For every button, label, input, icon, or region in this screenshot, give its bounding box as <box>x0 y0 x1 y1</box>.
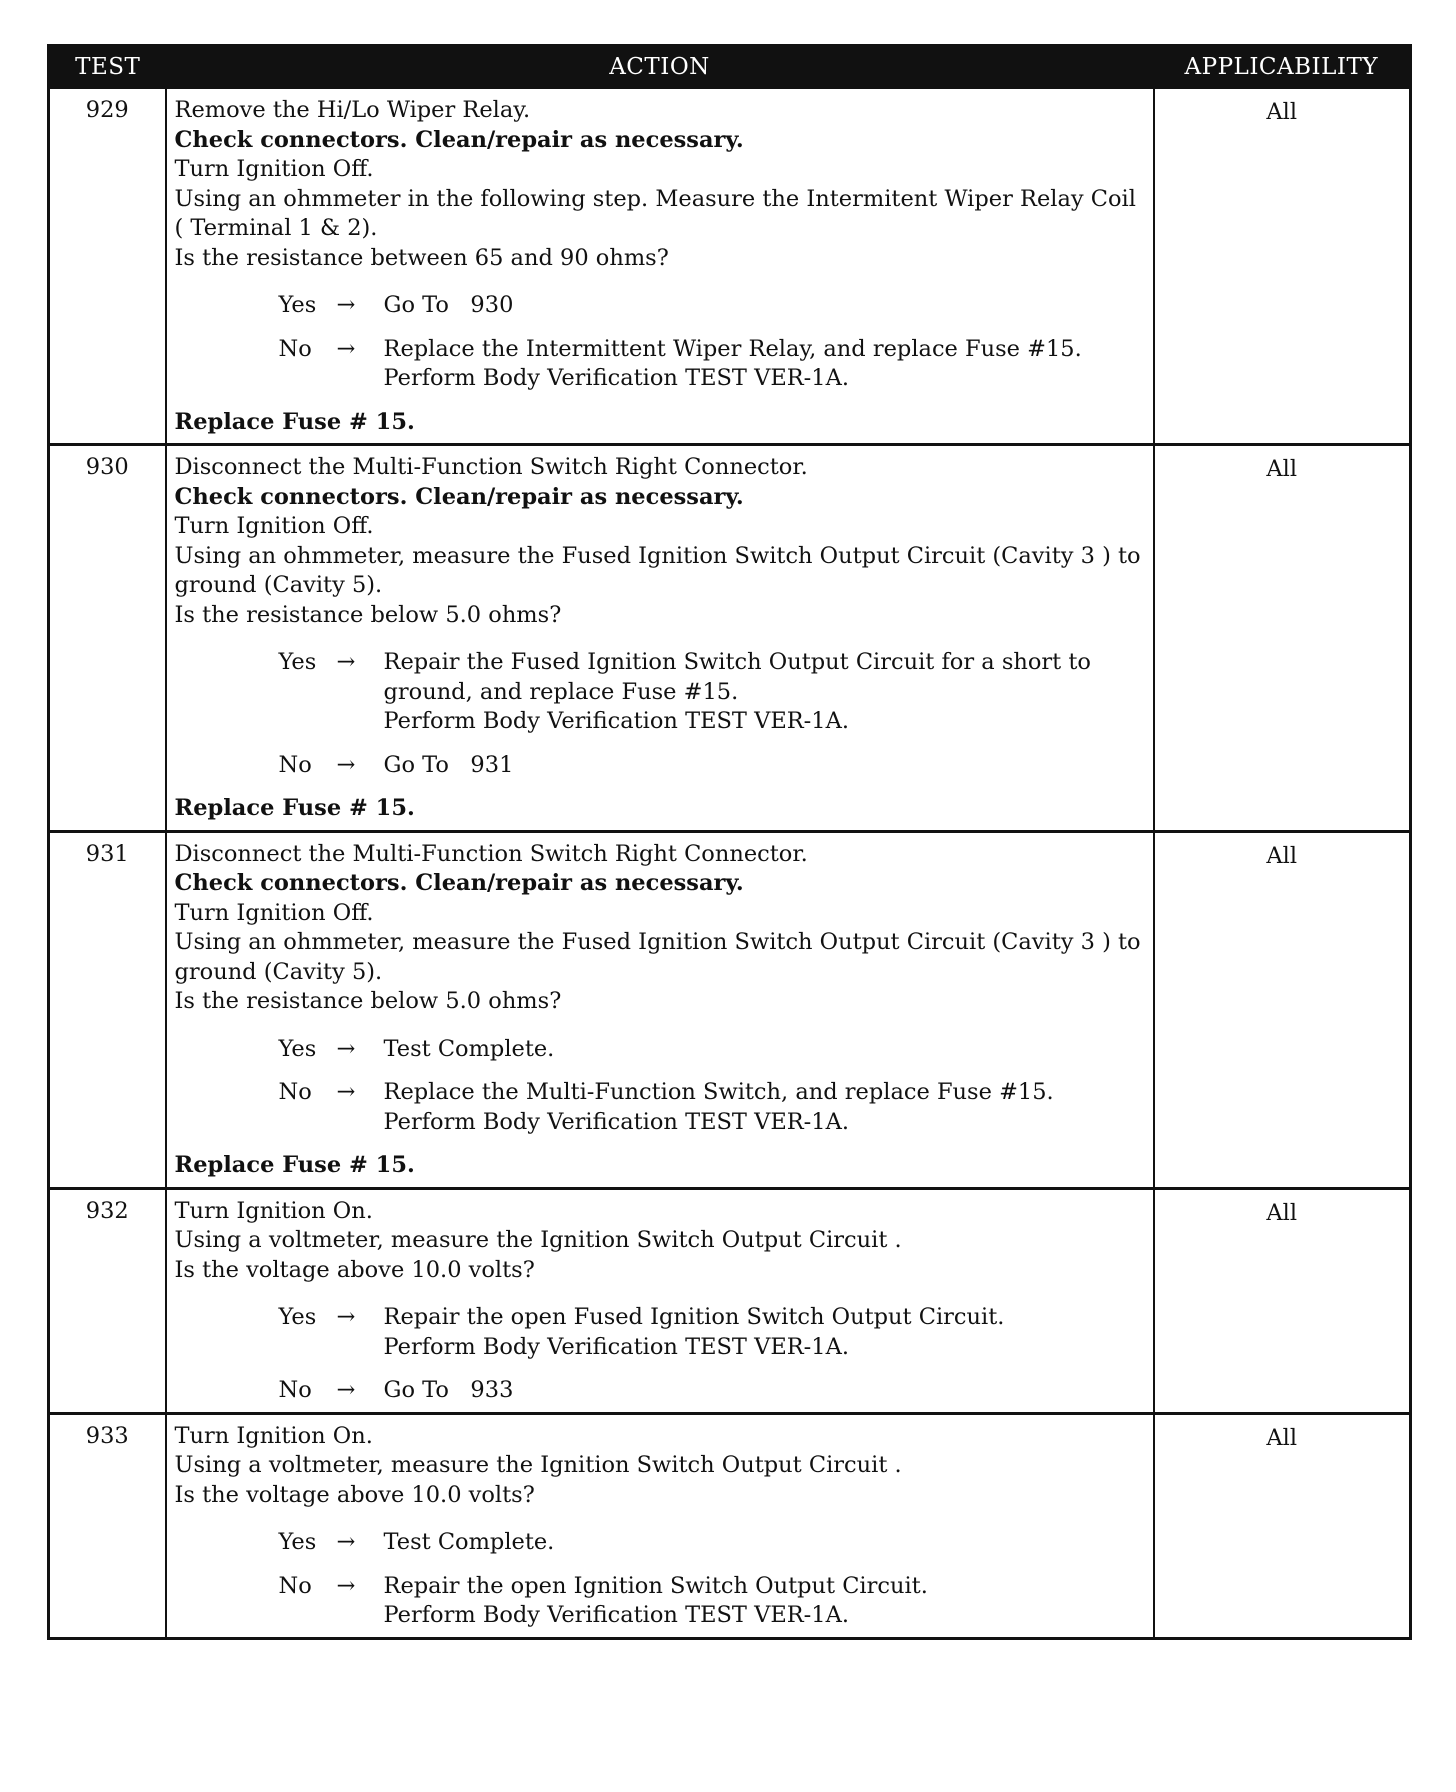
action-instruction: Turn Ignition Off. <box>174 513 374 539</box>
branch-key: Yes <box>278 1529 317 1555</box>
branch-result-line: Perform Body Verification TEST VER-1A. <box>383 1602 850 1628</box>
table-header-row <box>49 46 1411 89</box>
branch-no <box>279 751 1147 781</box>
action-instruction-bold: Check connectors. Clean/repair as necessary. <box>174 483 744 510</box>
branch-result-line: Go To 931 <box>383 751 514 778</box>
table-row <box>49 1413 1411 1638</box>
branch-result-line: Test Complete. <box>383 1035 555 1062</box>
branch-yes <box>279 1528 1147 1558</box>
applicability-value: All <box>1154 831 1411 1188</box>
applicability-value: All <box>1154 88 1411 445</box>
action-instruction: Turn Ignition Off. <box>174 899 374 926</box>
branch-key: No <box>278 1377 312 1403</box>
test-number: 931 <box>49 831 166 1188</box>
branch-result <box>384 1528 1147 1558</box>
action-cell <box>166 88 1154 445</box>
branch-no <box>279 335 1147 394</box>
action-cell <box>166 1188 1154 1413</box>
branch-key: No <box>278 751 312 778</box>
branch-result-line: Replace the Intermittent Wiper Relay, and replace Fuse #15. <box>383 335 1082 362</box>
arrow-right-icon: → <box>336 1572 356 1599</box>
branch-no <box>279 1572 1147 1631</box>
footer-note: Replace Fuse # 15. <box>174 408 415 435</box>
arrow-right-icon: → <box>336 1304 356 1330</box>
arrow-right-icon: → <box>336 292 356 318</box>
test-number: 933 <box>49 1413 166 1638</box>
action-instruction: Is the resistance below 5.0 ohms? <box>174 988 562 1014</box>
branch-key: No <box>278 335 312 362</box>
branch-result-line: Perform Body Verification TEST VER-1A. <box>383 708 850 734</box>
branch-result <box>384 1376 1147 1406</box>
branch-result-line: Repair the open Ignition Switch Output Circuit. <box>383 1572 928 1599</box>
table-row <box>49 831 1411 1188</box>
action-instruction: Disconnect the Multi-Function Switch Right Connector. <box>174 840 808 867</box>
branch-key: Yes <box>278 292 317 318</box>
branch-key: Yes <box>278 1304 317 1330</box>
arrow-right-icon: → <box>336 649 356 675</box>
action-instruction: Is the voltage above 10.0 volts? <box>174 1481 535 1508</box>
header-action: ACTION <box>166 46 1154 89</box>
branch-yes <box>279 291 1147 321</box>
footer-note: Replace Fuse # 15. <box>174 1152 415 1178</box>
branch-result-line: Replace the Multi-Function Switch, and replace Fuse #15. <box>383 1079 1054 1105</box>
table-row <box>49 1188 1411 1413</box>
branch-result <box>384 648 1147 737</box>
branch-result <box>384 1078 1147 1137</box>
diagnostic-table <box>47 44 1412 1640</box>
branch-result-line: Perform Body Verification TEST VER-1A. <box>383 1108 850 1135</box>
arrow-right-icon: → <box>336 751 356 778</box>
arrow-right-icon: → <box>336 1079 356 1105</box>
action-instruction: Is the resistance below 5.0 ohms? <box>174 601 562 628</box>
action-instruction: Remove the Hi/Lo Wiper Relay. <box>174 97 531 123</box>
test-number: 929 <box>49 88 166 445</box>
branch-result-line: Repair the open Fused Ignition Switch Output Circuit. <box>383 1304 1005 1330</box>
arrow-right-icon: → <box>336 1377 356 1403</box>
test-number: 932 <box>49 1188 166 1413</box>
applicability-value: All <box>1154 1188 1411 1413</box>
action-cell <box>166 445 1154 832</box>
branch-result <box>384 335 1147 394</box>
branch-result <box>384 1035 1147 1065</box>
branch-key: Yes <box>278 1035 317 1062</box>
arrow-right-icon: → <box>336 335 356 362</box>
test-number: 930 <box>49 445 166 832</box>
action-instruction: Using a voltmeter, measure the Ignition Switch Output Circuit . <box>174 1227 902 1253</box>
action-instruction: Is the resistance between 65 and 90 ohms? <box>174 244 669 271</box>
action-instruction: Is the voltage above 10.0 volts? <box>174 1256 535 1283</box>
table-row <box>49 88 1411 445</box>
branch-no <box>279 1078 1147 1137</box>
branch-result-line: Perform Body Verification TEST VER-1A. <box>383 1333 850 1360</box>
arrow-right-icon: → <box>336 1529 356 1555</box>
header-test: TEST <box>49 46 166 89</box>
action-instruction: Turn Ignition Off. <box>174 156 374 182</box>
branch-key: No <box>278 1079 312 1105</box>
branch-result-line: Go To 930 <box>383 292 514 318</box>
branch-result-line: Perform Body Verification TEST VER-1A. <box>383 365 850 391</box>
branch-result-line: Test Complete. <box>383 1529 555 1555</box>
branch-result <box>384 1303 1147 1362</box>
branch-key: No <box>278 1572 312 1599</box>
branch-result <box>384 291 1147 321</box>
action-instruction: Using an ohmmeter, measure the Fused Ignition Switch Output Circuit (Cavity 3 ) to ground (Cavity 5). <box>174 929 1141 985</box>
table-body <box>49 88 1411 1638</box>
arrow-right-icon: → <box>336 1035 356 1062</box>
header-applicability: APPLICABILITY <box>1154 46 1411 89</box>
action-instruction-bold: Check connectors. Clean/repair as necessary. <box>174 870 744 896</box>
applicability-value: All <box>1154 1413 1411 1638</box>
branch-result <box>384 751 1147 781</box>
branch-result-line: Go To 933 <box>383 1377 514 1403</box>
action-cell <box>166 1413 1154 1638</box>
applicability-value: All <box>1154 445 1411 832</box>
action-instruction: Turn Ignition On. <box>174 1197 373 1224</box>
branch-result <box>384 1572 1147 1631</box>
branch-key: Yes <box>278 649 317 675</box>
branch-yes <box>279 1035 1147 1065</box>
branch-result-line: Repair the Fused Ignition Switch Output Circuit for a short to ground, and replace Fuse #15. <box>383 649 1099 705</box>
action-instruction: Using an ohmmeter in the following step. Measure the Intermitent Wiper Relay Coil ( Terminal 1 & 2). <box>174 185 1136 241</box>
footer-note: Replace Fuse # 15. <box>174 795 415 821</box>
branch-yes <box>279 1303 1147 1362</box>
action-instruction-bold: Check connectors. Clean/repair as necessary. <box>174 126 744 153</box>
action-instruction: Disconnect the Multi-Function Switch Right Connector. <box>174 454 808 480</box>
action-cell <box>166 831 1154 1188</box>
diagnostic-page <box>47 44 1409 1640</box>
branch-no <box>279 1376 1147 1406</box>
action-instruction: Using an ohmmeter, measure the Fused Ignition Switch Output Circuit (Cavity 3 ) to ground (Cavity 5). <box>174 542 1141 598</box>
action-instruction: Using a voltmeter, measure the Ignition Switch Output Circuit . <box>174 1452 902 1478</box>
branch-yes <box>279 648 1147 737</box>
action-instruction: Turn Ignition On. <box>174 1422 373 1449</box>
table-row <box>49 445 1411 832</box>
